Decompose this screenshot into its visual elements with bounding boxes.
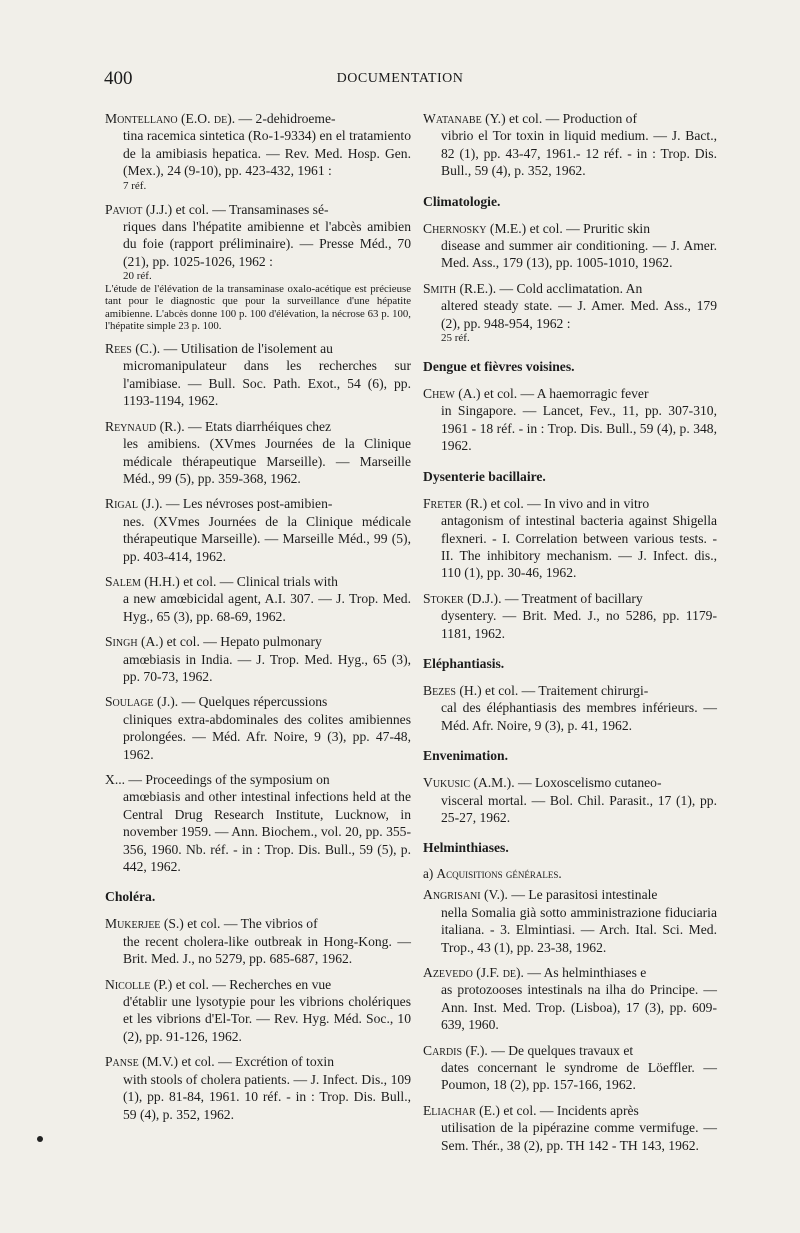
subsection-title: Acquisitions générales.: [436, 866, 562, 882]
entry-first-line: [423, 886, 717, 903]
entry-continuation: dates concernant le syndrome de Löeffler. — Poumon, 18 (2), pp. 157-166, 1962.: [441, 1060, 717, 1093]
entry-first-text: — Quelques répercussions: [181, 694, 328, 710]
entry-author: Soulage (J.).: [105, 694, 179, 710]
entry-author: Salem (H.H.): [105, 573, 180, 589]
entry-author: Paviot (J.J.): [105, 201, 173, 217]
bibliography-entry: [105, 693, 411, 763]
entry-continuation: amœbiasis and other intestinal infections held at the Central Drug Research Institute, Lucknow, in november 1959. — Ann. Biochem., vol. 20, pp. 355-356, 1960. Nb. réf. - in : Trop. Dis. Bull., 59 (5), p. 442, 1962.: [123, 789, 411, 875]
margin-dot: [37, 1136, 43, 1142]
entry-author: Reynaud (R.).: [105, 418, 185, 434]
entry-continuation: antagonism of intestinal bacteria against Shigella flexneri. - I. Correlation between various tests. - II. The inhibitory mechanism. — J. Infect. dis., 110 (1), pp. 30-46, 1962.: [441, 513, 717, 581]
entry-continuation: cal des éléphantiasis des membres inférieurs. — Méd. Afr. Noire, 9 (3), p. 41, 1962.: [441, 700, 717, 733]
entry-first-text: — Cold acclimatation. An: [499, 280, 643, 296]
entry-author: Cardis (F.).: [423, 1042, 488, 1058]
entry-first-line: [105, 201, 411, 218]
bibliography-entry: [105, 573, 411, 625]
bibliography-entry: [423, 886, 717, 956]
right-column: [423, 110, 717, 1162]
section-heading: Choléra.: [105, 889, 156, 905]
entry-first-line: [105, 495, 411, 512]
bibliography-entry: [105, 771, 411, 875]
entry-first-line: [105, 1053, 411, 1070]
bibliography-entry: [423, 964, 717, 1034]
bibliography-entry: [105, 976, 411, 1046]
entry-continuation: a new amœbicidal agent, A.I. 307. — J. Trop. Med. Hyg., 65 (3), pp. 68-69, 1962.: [123, 591, 411, 624]
entry-continuation: utilisation de la pipérazine comme vermifuge. — Sem. Thér., 38 (2), pp. TH 142 - TH 143, 1962.: [441, 1120, 717, 1153]
entry-first-line: [105, 340, 411, 357]
entry-first-text: — Loxoscelismo cutaneo-: [518, 775, 662, 791]
bibliography-entry: [423, 774, 717, 826]
entry-author: Eliachar (E.): [423, 1102, 500, 1118]
entry-author: Rees (C.).: [105, 341, 161, 357]
entry-reference-count: 7 réf.: [123, 179, 147, 192]
entry-author: Smith (R.E.).: [423, 280, 497, 296]
section-heading: Envenimation.: [423, 748, 508, 764]
entry-continuation: with stools of cholera patients. — J. Infect. Dis., 109 (1), pp. 81-84, 1961. 10 réf. - in : Trop. Dis. Bull., 59 (4), p. 352, 1962.: [123, 1071, 411, 1122]
bibliography-entry: [105, 633, 411, 685]
entry-first-text: et col. — Excrétion of toxin: [181, 1054, 334, 1070]
entry-first-line: [423, 110, 717, 127]
entry-reference-count: 20 réf.: [123, 270, 152, 283]
bibliography-entry: [423, 1102, 717, 1154]
entry-first-line: [423, 280, 717, 297]
section-heading: Dysenterie bacillaire.: [423, 468, 546, 484]
entry-author: Chew (A.): [423, 386, 481, 402]
entry-first-text: — As helminthiases e: [527, 965, 647, 980]
entry-first-line: [105, 693, 411, 710]
entry-first-text: — De quelques travaux et: [491, 1042, 634, 1058]
bibliography-entry: [423, 110, 717, 180]
bibliography-entry: [105, 201, 411, 332]
entry-author: Vukusic (A.M.).: [423, 775, 515, 791]
entry-first-line: [423, 774, 717, 791]
bibliography-entry: [105, 418, 411, 488]
entry-first-text: et col. — Clinical trials with: [183, 573, 338, 589]
entry-first-text: et col. — Production of: [509, 111, 638, 126]
entry-author: Azevedo (J.F. de).: [423, 965, 524, 980]
entry-abstract: L'étude de l'élévation de la transaminase oxalo-acétique est précieuse tant pour le diagnostic que pour la surveillance d'une hépatite amibienne. L'abcès donne 100 p. 100 d'élévation, la nécrose 63 p. 100, l'hépatite simple 23 p. 100.: [105, 283, 411, 332]
entry-first-text: et col. — A haemorragic fever: [483, 386, 649, 402]
entry-first-line: [423, 590, 717, 607]
entry-author: X...: [105, 772, 126, 787]
entry-continuation: les amibiens. (XVmes Journées de la Clinique médicale thérapeutique Marseille). — Marseille Méd., 99 (5), pp. 359-368, 1962.: [123, 436, 411, 486]
entry-author: Singh (A.): [105, 634, 164, 650]
entry-first-line: [423, 220, 717, 237]
entry-continuation: visceral mortal. — Bol. Chil. Parasit., 17 (1), pp. 25-27, 1962.: [441, 792, 717, 825]
entry-first-text: — Etats diarrhéiques chez: [188, 418, 332, 434]
entry-first-line: [105, 633, 411, 650]
entry-first-text: et col. — Pruritic skin: [529, 220, 651, 236]
entry-first-text: — Treatment of bacillary: [504, 590, 643, 606]
entry-first-text: et col. — Transaminases sé-: [175, 201, 329, 217]
entry-continuation: micromanipulateur dans les recherches sur l'amibiase. — Bull. Soc. Path. Exot., 54 (6), pp. 1193-1194, 1962.: [123, 358, 411, 409]
entry-author: Watanabe (Y.): [423, 111, 506, 126]
entry-continuation: disease and summer air conditioning. — J. Amer. Med. Ass., 179 (13), pp. 1005-1010, 1962.: [441, 238, 717, 271]
bibliography-entry: [423, 590, 717, 642]
entry-author: Mukerjee (S.): [105, 916, 184, 932]
entry-continuation: in Singapore. — Lancet, Fev., 11, pp. 307-310, 1961 - 18 réf. - in : Trop. Dis. Bull., 59 (4), p. 348, 1962.: [441, 403, 717, 454]
entry-first-line: [105, 976, 411, 993]
bibliography-entry: [423, 495, 717, 582]
entry-first-line: [423, 1102, 717, 1119]
entry-author: Bezes (H.): [423, 682, 482, 698]
entry-first-text: — Proceedings of the symposium on: [128, 772, 330, 787]
entry-author: Nicolle (P.): [105, 976, 173, 992]
entry-first-text: — 2-dehidroeme-: [238, 111, 336, 126]
entry-first-line: [423, 385, 717, 402]
entry-continuation: cliniques extra-abdominales des colites amibiennes prolongées. — Méd. Afr. Noire, 9 (3), pp. 47-48, 1962.: [123, 711, 411, 762]
entry-continuation: as protozooses intestinals na ilha do Principe. — Ann. Inst. Med. Trop. (Lisboa), 17 (3), pp. 609-639, 1960.: [441, 982, 717, 1033]
entry-first-line: [105, 771, 411, 788]
entry-first-text: — Les névroses post-amibien-: [165, 496, 333, 512]
bibliography-entry: [105, 1053, 411, 1123]
entry-first-text: et col. — Hepato pulmonary: [166, 634, 322, 650]
left-column: [105, 110, 411, 1131]
entry-first-line: [105, 418, 411, 435]
entry-first-line: [423, 682, 717, 699]
section-heading: Climatologie.: [423, 193, 501, 209]
entry-first-line: [105, 915, 411, 932]
entry-first-text: — Le parasitosi intestinale: [511, 887, 658, 903]
entry-author: Rigal (J.).: [105, 496, 163, 512]
entry-author: Angrisani (V.).: [423, 887, 508, 903]
entry-first-line: [105, 573, 411, 590]
entry-continuation: d'établir une lysotypie pour les vibrions cholériques et les vibrions d'El-Tor. — Rev. Hyg. Méd. Soc., 10 (2), pp. 91-126, 1962.: [123, 994, 411, 1044]
subsection-prefix: a): [423, 866, 434, 882]
entry-continuation: the recent cholera-like outbreak in Hong-Kong. — Brit. Med. J., no 5279, pp. 685-687, 1962.: [123, 933, 411, 967]
entry-first-text: — Utilisation de l'isolement au: [163, 341, 333, 357]
bibliography-entry: [423, 220, 717, 272]
entry-continuation: nella Somalia già sotto amministrazione fiduciaria italiana. - 3. Elmintiasi. — Arch. Ital. Sci. Med. Trop., 43 (1), pp. 23-38, 1962.: [441, 904, 717, 955]
entry-first-text: et col. — Traitement chirurgi-: [485, 682, 649, 698]
page-number: 400: [104, 68, 133, 89]
section-heading: Eléphantiasis.: [423, 655, 505, 671]
entry-continuation: nes. (XVmes Journées de la Clinique médicale thérapeutique Marseille). — Marseille Méd., 99 (5), pp. 403-414, 1962.: [123, 513, 411, 564]
bibliography-entry: [423, 385, 717, 455]
section-heading: Dengue et fièvres voisines.: [423, 359, 575, 375]
bibliography-entry: [105, 340, 411, 410]
entry-first-line: [105, 110, 411, 127]
entry-continuation: amœbiasis in India. — J. Trop. Med. Hyg., 65 (3), pp. 70-73, 1962.: [123, 651, 411, 684]
entry-continuation: tina racemica sintetica (Ro-1-9334) en el tratamiento de la amibiasis hepatica. — Rev. Med. Hosp. Gen. (Mex.), 24 (9-10), pp. 423-432, 1961 :: [123, 128, 411, 179]
entry-first-line: [423, 964, 717, 981]
bibliography-entry: [423, 280, 717, 345]
subsection-heading: [423, 866, 717, 882]
entry-reference-count: 25 réf.: [441, 332, 470, 345]
bibliography-entry: [423, 1042, 717, 1094]
entry-first-text: et col. — The vibrios of: [187, 916, 318, 932]
entry-continuation: dysentery. — Brit. Med. J., no 5286, pp. 1179-1181, 1962.: [441, 608, 717, 641]
entry-continuation: vibrio el Tor toxin in liquid medium. — J. Bact., 82 (1), pp. 43-47, 1961.- 12 réf. - in : Trop. Dis. Bull., 59 (4), p. 352, 1962.: [441, 128, 717, 179]
bibliography-entry: [105, 915, 411, 967]
entry-author: Stoker (D.J.).: [423, 590, 502, 606]
section-heading: Helminthiases.: [423, 840, 509, 856]
entry-author: Freter (R.): [423, 495, 488, 511]
entry-author: Chernosky (M.E.): [423, 220, 527, 236]
entry-author: Montellano (E.O. de).: [105, 111, 236, 126]
entry-first-text: et col. — Recherches en vue: [175, 976, 332, 992]
entry-first-line: [423, 495, 717, 512]
entry-continuation: riques dans l'hépatite amibienne et l'abcès amibien du foie (rapport préliminaire). — Presse Méd., 70 (21), pp. 1025-1026, 1962 :: [123, 219, 411, 269]
entry-first-line: [423, 1042, 717, 1059]
entry-first-text: et col. — In vivo and in vitro: [490, 495, 650, 511]
bibliography-entry: [105, 110, 411, 193]
bibliography-entry: [423, 682, 717, 734]
bibliography-entry: [105, 495, 411, 565]
running-title: DOCUMENTATION: [336, 71, 464, 86]
entry-author: Panse (M.V.): [105, 1054, 179, 1070]
entry-first-text: et col. — Incidents après: [503, 1102, 639, 1118]
entry-continuation: altered steady state. — J. Amer. Med. Ass., 179 (2), pp. 948-954, 1962 :: [441, 298, 717, 331]
